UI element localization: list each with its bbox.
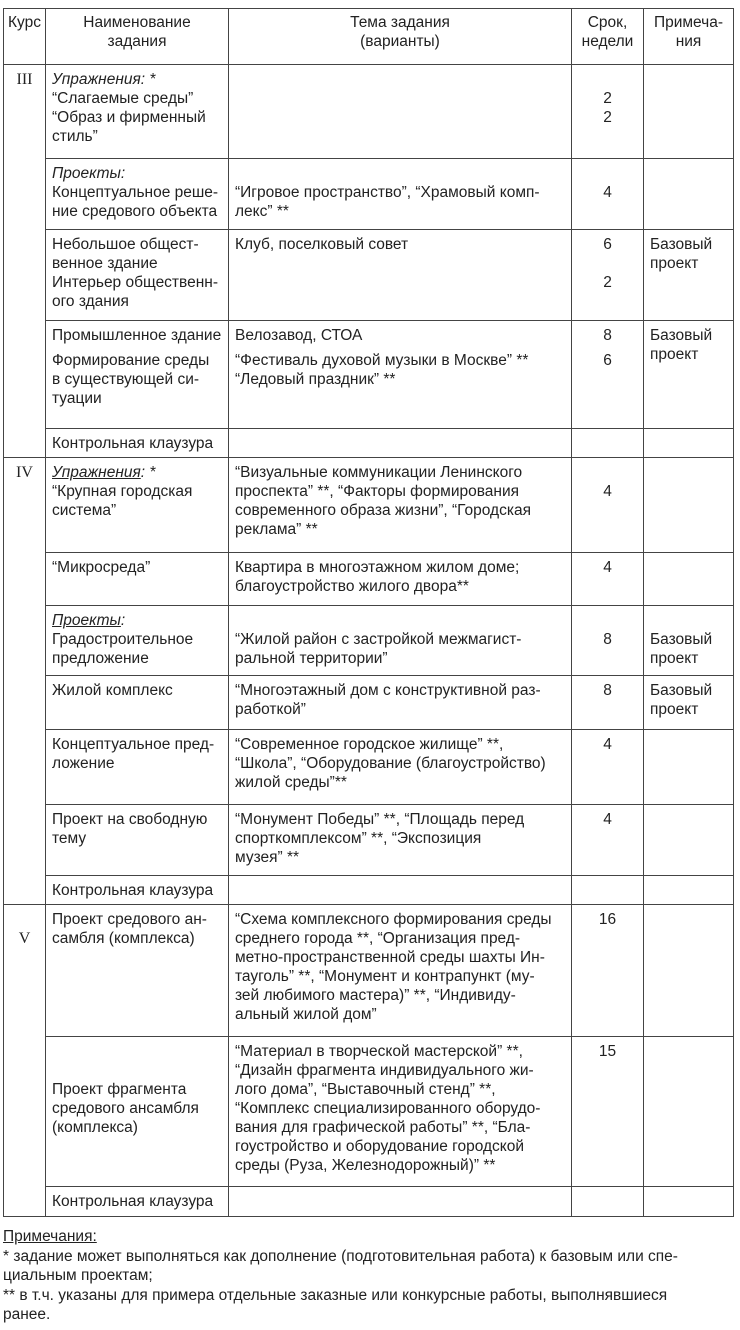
assignment-name-cell: Проекты: Градостроительное предложение: [46, 606, 229, 676]
assignment-name-cell: Небольшое общест- венное здание Интерьер общественн- ого здания: [46, 230, 229, 321]
assignments-table: [3, 8, 734, 1217]
header-term: Срок, недели: [572, 9, 644, 65]
table-row: [4, 606, 734, 676]
table-row: [4, 553, 734, 606]
table-row: [4, 905, 734, 1037]
table-row: [4, 230, 734, 321]
assignment-name-cell: Контрольная клаузура: [46, 429, 229, 458]
term-cell: 16: [572, 905, 644, 1037]
note-cell: [644, 458, 734, 553]
course-cell: III: [4, 65, 46, 458]
assignment-name-cell: Упражнения: * “Крупная городская система”: [46, 458, 229, 553]
table-row: [4, 876, 734, 905]
term-cell: 8 6: [572, 321, 644, 429]
topic-cell: Велозавод, СТОА “Фестиваль духовой музыки в Москве” ** “Ледовый праздник” **: [229, 321, 572, 429]
term-cell: 4: [572, 730, 644, 805]
note-cell: [644, 159, 734, 230]
note-cell: [644, 429, 734, 458]
assignment-name-cell: Проект средового ан- самбля (комплекса): [46, 905, 229, 1037]
topic-cell: “Жилой район с застройкой межмагист- ральной территории”: [229, 606, 572, 676]
term-cell: [572, 1187, 644, 1217]
table-row: [4, 805, 734, 876]
note-cell: [644, 905, 734, 1037]
topic-cell: Клуб, поселковый совет: [229, 230, 572, 321]
note-cell: [644, 876, 734, 905]
projects-heading: Проекты: [52, 612, 121, 629]
term-cell: 15: [572, 1037, 644, 1187]
assignment-name-cell: Промышленное здание Формирование среды в существующей си- туации: [46, 321, 229, 429]
course-cell: IV: [4, 458, 46, 905]
assignment-name-cell: Проект фрагмента средового ансамбля (комплекса): [46, 1037, 229, 1187]
table-row: [4, 159, 734, 230]
assignment-name-cell: Проект на свободную тему: [46, 805, 229, 876]
term-cell: 4: [572, 553, 644, 606]
note-cell: [644, 805, 734, 876]
term-cell: 2 2: [572, 65, 644, 159]
note-cell: [644, 1037, 734, 1187]
header-course: Курс: [4, 9, 46, 65]
note-cell: Базовый проект: [644, 676, 734, 730]
term-cell: 8: [572, 606, 644, 676]
term-cell: 4: [572, 458, 644, 553]
note-cell: [644, 1187, 734, 1217]
header-name: Наименование задания: [46, 9, 229, 65]
note-cell: [644, 553, 734, 606]
term-cell: 8: [572, 676, 644, 730]
topic-cell: [229, 65, 572, 159]
term-cell: 4: [572, 159, 644, 230]
table-row: [4, 730, 734, 805]
footnotes-title: Примечания:: [3, 1228, 97, 1245]
topic-cell: [229, 1187, 572, 1217]
topic-cell: “Игровое пространство”, “Храмовый комп- лекс” **: [229, 159, 572, 230]
table-row: [4, 321, 734, 429]
topic-cell: “Современное городское жилище” **, “Школа”, “Оборудование (благоустройство) жилой среды”**: [229, 730, 572, 805]
topic-cell: “Схема комплексного формирования среды среднего города **, “Организация пред- метно-пространственной среды шахты Ин- тауголь” **, “Монумент и контрапункт (му- зей любимого мастера)” **, “Индивиду- альный жилой дом”: [229, 905, 572, 1037]
note-cell: Базовый проект: [644, 321, 734, 429]
assignment-name-cell: Концептуальное пред- ложение: [46, 730, 229, 805]
course-cell: V: [4, 905, 46, 1217]
topic-cell: “Многоэтажный дом с конструктивной раз- работкой”: [229, 676, 572, 730]
footnote-line: циальным проектам;: [3, 1267, 153, 1284]
topic-cell: “Монумент Победы” **, “Площадь перед спорткомплексом” **, “Экспозиция музея” **: [229, 805, 572, 876]
note-cell: Базовый проект: [644, 230, 734, 321]
note-cell: [644, 730, 734, 805]
footnote-line: ранее.: [3, 1306, 51, 1323]
term-cell: 4: [572, 805, 644, 876]
topic-cell: “Визуальные коммуникации Ленинского проспекта” **, “Факторы формирования современного образа жизни”, “Городская реклама” **: [229, 458, 572, 553]
note-cell: Базовый проект: [644, 606, 734, 676]
table-header-row: [4, 9, 734, 65]
table-row: [4, 458, 734, 553]
topic-cell: “Материал в творческой мастерской” **, “Дизайн фрагмента индивидуального жи- лого дома”, “Выставочный стенд” **, “Комплекс специализированного оборудо- вания для графической работы” **, “Бла- гоустройство и оборудование городской среды (Руза, Железнодорожный)” **: [229, 1037, 572, 1187]
term-cell: [572, 429, 644, 458]
topic-cell: Квартира в многоэтажном жилом доме; благоустройство жилого двора**: [229, 553, 572, 606]
assignment-name-cell: “Микросреда”: [46, 553, 229, 606]
footnote-line: ** в т.ч. указаны для примера отдельные заказные или конкурсные работы, выполнявшиеся: [3, 1286, 668, 1304]
term-cell: [572, 876, 644, 905]
table-row: [4, 1187, 734, 1217]
assignment-name-cell: Жилой комплекс: [46, 676, 229, 730]
header-topic: Тема задания (варианты): [229, 9, 572, 65]
header-note: Примеча- ния: [644, 9, 734, 65]
table-row: [4, 65, 734, 159]
footnotes: [3, 1227, 733, 1325]
table-row: [4, 429, 734, 458]
assignment-name-cell: Контрольная клаузура: [46, 876, 229, 905]
note-cell: [644, 65, 734, 159]
assignment-name-cell: Проекты: Концептуальное реше- ние средового объекта: [46, 159, 229, 230]
footnote-line: * задание может выполняться как дополнение (подготовительная работа) к базовым или спе-: [3, 1247, 678, 1265]
exercises-heading: Упражнения: [52, 464, 141, 481]
topic-cell: [229, 876, 572, 905]
assignment-name-cell: Контрольная клаузура: [46, 1187, 229, 1217]
term-cell: 6 2: [572, 230, 644, 321]
table-row: [4, 676, 734, 730]
assignment-name-cell: Упражнения: * “Слагаемые среды” “Образ и фирменный стиль”: [46, 65, 229, 159]
topic-cell: [229, 429, 572, 458]
table-row: [4, 1037, 734, 1187]
